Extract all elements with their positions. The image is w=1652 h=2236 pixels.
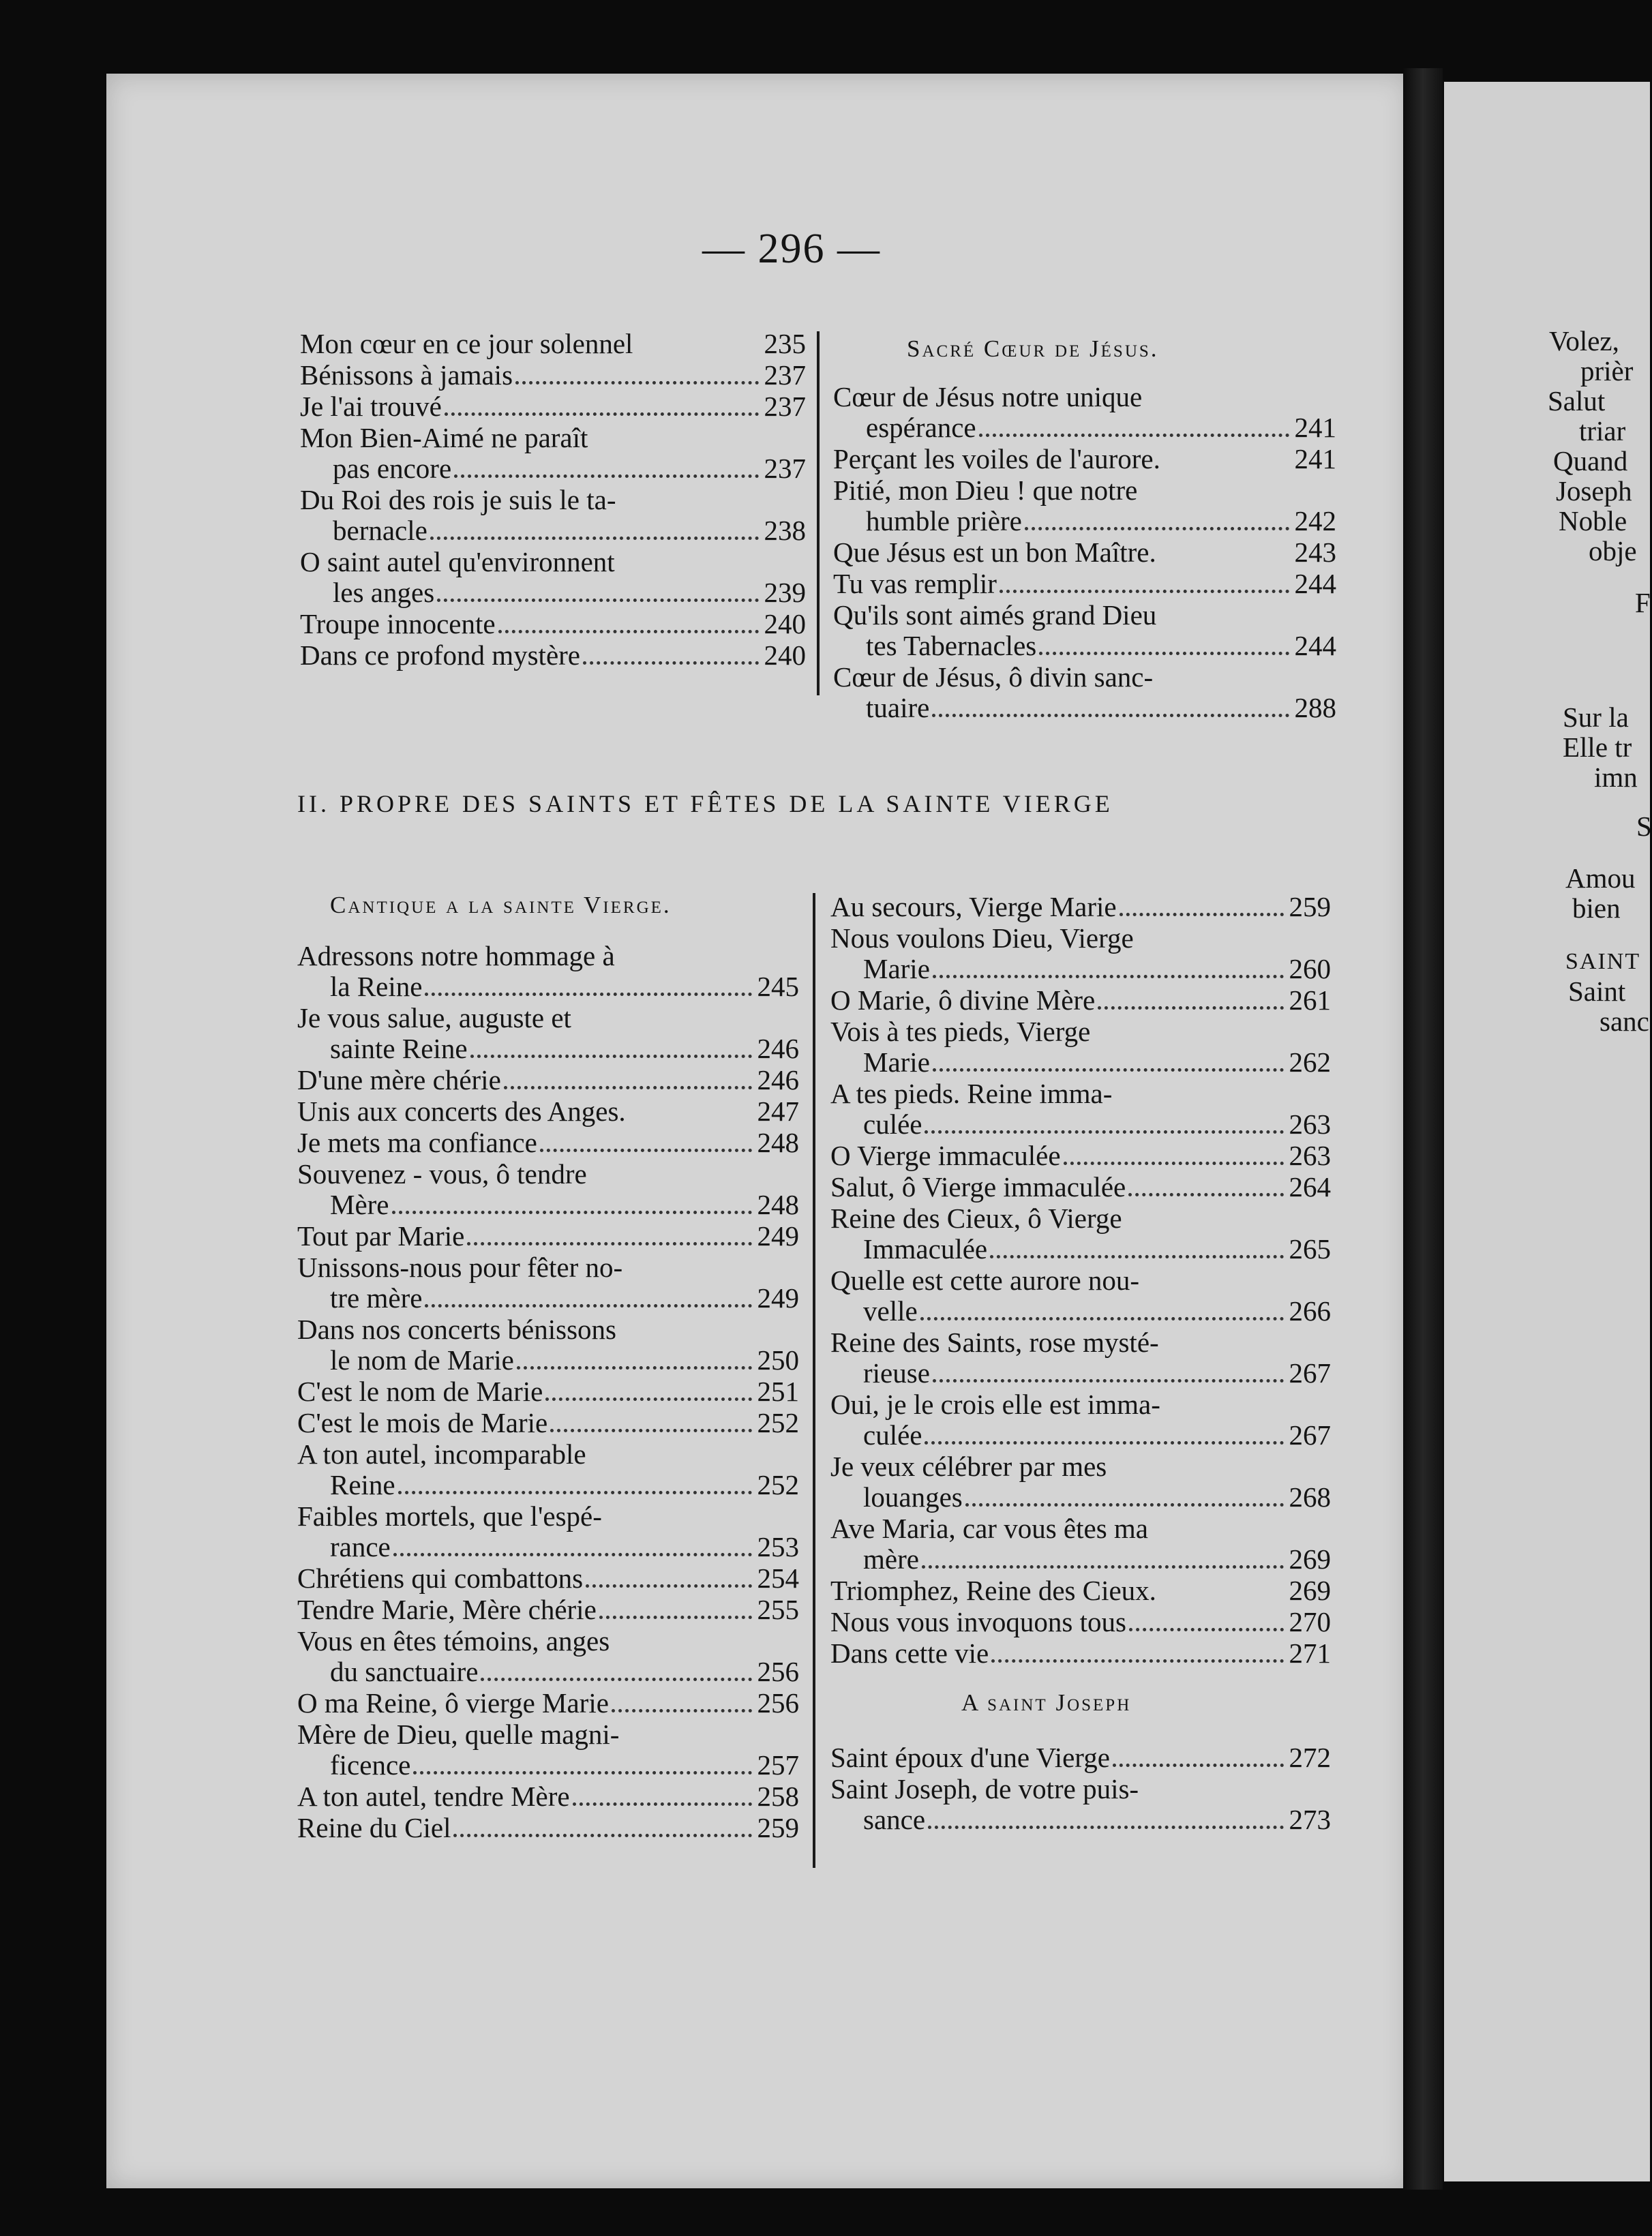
index-column-a (300, 329, 806, 671)
index-entry (300, 391, 806, 423)
facing-page-fragment: Sur la (1563, 701, 1629, 733)
page-ref: 245 (757, 971, 799, 1002)
index-entry (833, 537, 1336, 569)
index-entry (830, 1804, 1331, 1836)
entry-title: Faibles mortels, que l'espé- (297, 1500, 602, 1532)
leader-dots (586, 1584, 751, 1588)
index-entry (830, 954, 1331, 985)
index-entry (297, 1408, 799, 1439)
entry-title: Tout par Marie (297, 1220, 465, 1252)
index-column-b (833, 382, 1336, 724)
facing-page-fragment: Noble (1559, 505, 1627, 537)
entry-title: Du Roi des rois je suis le ta- (300, 484, 616, 515)
page-ref: 262 (1289, 1046, 1331, 1078)
index-entry (300, 453, 806, 485)
entry-title: espérance (866, 412, 976, 443)
index-entry (297, 1501, 799, 1532)
page-ref: 265 (1289, 1233, 1331, 1265)
leader-dots (1129, 1628, 1284, 1631)
page-ref: 288 (1294, 692, 1336, 723)
entry-title: Salut, ô Vierge immaculée (830, 1171, 1126, 1203)
entry-title: Saint Joseph, de votre puis- (830, 1773, 1139, 1804)
page-ref: 237 (764, 453, 806, 484)
entry-title: Je mets ma confiance (297, 1127, 537, 1158)
facing-page-fragment: obje (1589, 535, 1637, 566)
index-entry (300, 609, 806, 640)
facing-page-fragment: Joseph (1556, 475, 1632, 507)
leader-dots (932, 714, 1289, 717)
page-ref: 256 (757, 1656, 799, 1687)
leader-dots (437, 599, 758, 602)
page-ref: 264 (1289, 1171, 1331, 1203)
page-ref: 263 (1289, 1140, 1331, 1171)
index-entry (833, 569, 1336, 600)
entry-title: bernacle (333, 515, 427, 546)
leader-dots (413, 1771, 751, 1774)
entry-title: culée (863, 1108, 922, 1140)
leader-dots (392, 1211, 752, 1214)
index-entry (830, 1203, 1331, 1234)
index-entry (830, 1078, 1331, 1109)
leader-dots (1039, 652, 1289, 655)
index-entry (830, 1482, 1331, 1513)
page-ref: 259 (757, 1812, 799, 1843)
entry-title: C'est le mois de Marie (297, 1407, 548, 1438)
index-entry (830, 1327, 1331, 1358)
entry-title: rance (330, 1531, 391, 1562)
page-ref: 252 (757, 1469, 799, 1500)
entry-title: Unissons-nous pour fêter no- (297, 1252, 623, 1283)
page-ref: 246 (757, 1064, 799, 1096)
index-entry (297, 1190, 799, 1221)
index-entry (830, 1358, 1331, 1389)
heading-saint-joseph: A saint Joseph (961, 1689, 1132, 1716)
index-entry (297, 1719, 799, 1750)
index-entry (297, 1470, 799, 1501)
section-title: II. PROPRE DES SAINTS ET FÊTES DE LA SAINTE VIERGE (297, 790, 1113, 817)
leader-dots (1064, 1162, 1284, 1165)
entry-title: du sanctuaire (330, 1656, 479, 1687)
entry-title: A tes pieds. Reine imma- (830, 1078, 1113, 1109)
index-entry (830, 892, 1331, 923)
index-entry (300, 423, 806, 453)
entry-title: Pitié, mon Dieu ! que notre (833, 474, 1138, 506)
index-entry (830, 1234, 1331, 1265)
page-ref: 258 (757, 1781, 799, 1812)
leader-dots (1120, 913, 1284, 916)
entry-title: Nous vous invoquons tous (830, 1606, 1126, 1637)
page-ref: 249 (757, 1220, 799, 1252)
entry-title: tuaire (866, 692, 930, 723)
entry-title: Cœur de Jésus notre unique (833, 381, 1143, 412)
facing-page-fragment: Elle tr (1563, 731, 1632, 763)
page-ref: 259 (1289, 891, 1331, 922)
leader-dots (498, 630, 759, 633)
entry-title: Cœur de Jésus, ô divin sanc- (833, 661, 1154, 693)
entry-title: culée (863, 1419, 922, 1451)
entry-title: Reine des Saints, rose mysté- (830, 1327, 1159, 1358)
entry-title: humble prière (866, 505, 1022, 537)
facing-page-fragment: sanc (1600, 1006, 1649, 1037)
index-entry (830, 1109, 1331, 1140)
index-entry (830, 1016, 1331, 1047)
facing-page-fragment: S (1636, 811, 1652, 842)
index-entry (297, 1688, 799, 1719)
leader-dots (481, 1678, 751, 1681)
index-entry (297, 1283, 799, 1314)
entry-title: A ton autel, incomparable (297, 1438, 586, 1470)
page-ref: 257 (757, 1749, 799, 1781)
index-entry (297, 1221, 799, 1252)
index-column-e (830, 1742, 1331, 1836)
page-ref: 240 (764, 608, 806, 639)
page-ref: 248 (757, 1189, 799, 1220)
index-entry (297, 1065, 799, 1096)
entry-title: Je veux célébrer par mes (830, 1451, 1107, 1482)
column-divider-top (817, 331, 820, 695)
entry-title: Je l'ai trouvé (300, 391, 442, 422)
page-ref: 240 (764, 639, 806, 671)
index-entry (297, 1532, 799, 1563)
entry-title: Dans nos concerts bénissons (297, 1314, 617, 1345)
entry-title: pas encore (333, 453, 452, 484)
entry-title: Mon cœur en ce jour solennel (300, 328, 633, 359)
facing-page-edge (1444, 82, 1650, 2181)
leader-dots (467, 1242, 751, 1245)
entry-title: O Vierge immaculée (830, 1140, 1061, 1171)
entry-title: Immaculée (863, 1233, 988, 1265)
page-ref: 272 (1289, 1742, 1331, 1773)
leader-dots (454, 474, 758, 478)
index-entry (833, 600, 1336, 631)
index-entry (297, 1096, 799, 1128)
page-ref: 244 (1294, 568, 1336, 599)
leader-dots (504, 1086, 752, 1089)
entry-title: O ma Reine, ô vierge Marie (297, 1687, 609, 1719)
leader-dots (1000, 590, 1289, 593)
entry-title: Saint époux d'une Vierge (830, 1742, 1110, 1773)
index-entry (833, 662, 1336, 693)
index-entry (833, 444, 1336, 475)
facing-page-fragment: imn (1594, 761, 1638, 793)
entry-title: Adressons notre hommage à (297, 940, 615, 971)
entry-title: Que Jésus est un bon Maître. (833, 537, 1156, 568)
page-ref: 243 (1294, 537, 1336, 568)
page-ref: 244 (1294, 630, 1336, 661)
page-ref: 246 (757, 1033, 799, 1064)
leader-dots (1098, 1006, 1283, 1010)
index-entry (300, 640, 806, 671)
leader-dots (991, 1659, 1283, 1663)
leader-dots (470, 1055, 752, 1058)
index-entry (830, 1172, 1331, 1203)
leader-dots (550, 1429, 751, 1432)
entry-title: les anges (333, 577, 435, 608)
index-entry (297, 1345, 799, 1376)
leader-dots (1113, 1764, 1284, 1767)
page-ref: 255 (757, 1594, 799, 1625)
page-ref: 260 (1289, 953, 1331, 984)
index-entry (297, 1376, 799, 1408)
facing-page-fragment: Volez, (1549, 325, 1619, 357)
column-divider-bottom (813, 893, 815, 1868)
leader-dots (1128, 1193, 1283, 1196)
index-entry (830, 1140, 1331, 1172)
index-entry (300, 360, 806, 391)
index-column-d (830, 892, 1331, 1670)
entry-title: Perçant les voiles de l'aurore. (833, 443, 1160, 474)
page-ref: 251 (757, 1376, 799, 1407)
facing-page-fragment: Saint (1568, 976, 1626, 1007)
entry-title: velle (863, 1295, 918, 1327)
index-entry (297, 1003, 799, 1033)
index-entry (297, 1314, 799, 1345)
page-ref: 266 (1289, 1295, 1331, 1327)
page-ref: 270 (1289, 1606, 1331, 1637)
index-entry (297, 1563, 799, 1595)
leader-dots (979, 434, 1289, 437)
leader-dots (393, 1553, 752, 1556)
leader-dots (430, 537, 759, 540)
page-ref: 263 (1289, 1108, 1331, 1140)
leader-dots (965, 1503, 1284, 1507)
entry-title: D'une mère chérie (297, 1064, 501, 1096)
entry-title: Reine (330, 1469, 395, 1500)
entry-title: Reine du Ciel (297, 1812, 451, 1843)
leader-dots (583, 661, 758, 665)
entry-title: la Reine (330, 971, 423, 1002)
page-ref: 242 (1294, 505, 1336, 537)
page-ref: 249 (757, 1282, 799, 1314)
page-ref: 254 (757, 1562, 799, 1594)
entry-title: tes Tabernacles (866, 630, 1037, 661)
entry-title: O Marie, ô divine Mère (830, 984, 1096, 1016)
entry-title: Reine des Cieux, ô Vierge (830, 1203, 1122, 1234)
page-ref: 256 (757, 1687, 799, 1719)
page-ref: 269 (1289, 1575, 1331, 1606)
index-entry (833, 693, 1336, 724)
index-entry (297, 1657, 799, 1688)
leader-dots (545, 1398, 751, 1401)
facing-page-fragment: F (1635, 587, 1651, 618)
index-entry (300, 515, 806, 547)
entry-title: Dans ce profond mystère (300, 639, 581, 671)
entry-title: Marie (863, 1046, 930, 1078)
entry-title: Marie (863, 953, 930, 984)
page-ref: 261 (1289, 984, 1331, 1016)
page-ref: 253 (757, 1531, 799, 1562)
index-entry (297, 1252, 799, 1283)
facing-page-fragment: Quand (1553, 445, 1628, 477)
index-entry (297, 1813, 799, 1844)
leader-dots (920, 1317, 1284, 1320)
entry-title: C'est le nom de Marie (297, 1376, 543, 1407)
facing-page-fragment: bien (1572, 892, 1621, 924)
entry-title: Oui, je le crois elle est imma- (830, 1389, 1160, 1420)
entry-title: Quelle est cette aurore nou- (830, 1265, 1140, 1296)
entry-title: Souvenez - vous, ô tendre (297, 1158, 587, 1190)
page-ref: 247 (757, 1096, 799, 1127)
leader-dots (540, 1149, 752, 1152)
index-entry (297, 1439, 799, 1470)
facing-page-fragment: Amou (1565, 862, 1636, 894)
entry-title: Unis aux concerts des Anges. (297, 1096, 626, 1127)
leader-dots (933, 1379, 1284, 1383)
heading-sacre-coeur: Sacré Cœur de Jésus. (907, 335, 1159, 362)
index-entry (830, 1451, 1331, 1482)
entry-title: tre mère (330, 1282, 423, 1314)
leader-dots (922, 1565, 1284, 1569)
entry-title: Chrétiens qui combattons (297, 1562, 584, 1594)
leader-dots (398, 1491, 752, 1494)
entry-title: louanges (863, 1481, 963, 1513)
leader-dots (515, 381, 758, 384)
page-ref: 248 (757, 1127, 799, 1158)
index-entry (833, 412, 1336, 444)
page-ref: 271 (1289, 1637, 1331, 1669)
index-entry (830, 923, 1331, 954)
index-entry (300, 485, 806, 515)
entry-title: sance (863, 1804, 926, 1835)
index-entry (833, 382, 1336, 412)
index-entry (297, 1159, 799, 1190)
entry-title: Ave Maria, car vous êtes ma (830, 1513, 1148, 1544)
facing-page-fragment: prièr (1580, 355, 1634, 387)
page-ref: 250 (757, 1344, 799, 1376)
index-entry (300, 577, 806, 609)
leader-dots (573, 1802, 752, 1806)
index-entry (830, 1420, 1331, 1451)
index-entry (830, 1513, 1331, 1544)
index-entry (297, 971, 799, 1003)
index-entry (830, 1575, 1331, 1607)
page-ref: 237 (764, 359, 806, 391)
page-ref: 252 (757, 1407, 799, 1438)
entry-title: Vous en êtes témoins, anges (297, 1625, 610, 1657)
page-ref: 273 (1289, 1804, 1331, 1835)
index-entry (297, 1626, 799, 1657)
index-entry (297, 941, 799, 971)
page-ref: 269 (1289, 1543, 1331, 1575)
leader-dots (453, 1834, 751, 1837)
facing-page-fragment: Salut (1548, 385, 1606, 417)
index-entry (830, 1607, 1331, 1638)
leader-dots (933, 975, 1284, 978)
index-entry (830, 985, 1331, 1016)
leader-dots (425, 993, 751, 996)
entry-title: ficence (330, 1749, 411, 1781)
entry-title: rieuse (863, 1357, 930, 1389)
page-ref: 237 (764, 391, 806, 422)
entry-title: Mère de Dieu, quelle magni- (297, 1719, 620, 1750)
entry-title: Dans cette vie (830, 1637, 989, 1669)
leader-dots (1025, 527, 1289, 530)
entry-title: Vois à tes pieds, Vierge (830, 1016, 1091, 1047)
entry-title: Tu vas remplir (833, 568, 997, 599)
entry-title: A ton autel, tendre Mère (297, 1781, 570, 1812)
page-number: — 296 — (702, 226, 881, 272)
entry-title: Nous voulons Dieu, Vierge (830, 922, 1134, 954)
leader-dots (599, 1616, 752, 1619)
entry-title: sainte Reine (330, 1033, 468, 1064)
heading-cantique-vierge: Cantique a la sainte Vierge. (330, 892, 672, 918)
entry-title: Mère (330, 1189, 389, 1220)
book-gutter (1403, 68, 1443, 2190)
page-ref: 239 (764, 577, 806, 608)
index-entry (830, 1047, 1331, 1078)
page-ref: 241 (1294, 412, 1336, 443)
leader-dots (445, 412, 759, 416)
entry-title: Mon Bien-Aimé ne paraît (300, 422, 588, 453)
index-entry (833, 631, 1336, 662)
index-entry (297, 1750, 799, 1781)
entry-title: Tendre Marie, Mère chérie (297, 1594, 597, 1625)
index-column-c (297, 941, 799, 1844)
facing-page-fragment: triar (1579, 415, 1626, 447)
index-entry (297, 1128, 799, 1159)
index-entry (833, 506, 1336, 537)
leader-dots (925, 1130, 1283, 1134)
leader-dots (425, 1304, 751, 1308)
index-entry (300, 329, 806, 360)
index-entry (830, 1389, 1331, 1420)
index-entry (833, 475, 1336, 506)
index-entry (297, 1595, 799, 1626)
entry-title: Triomphez, Reine des Cieux. (830, 1575, 1156, 1606)
index-entry (300, 547, 806, 577)
index-entry (297, 1781, 799, 1813)
index-entry (830, 1296, 1331, 1327)
facing-page-fragment: SAINT (1565, 949, 1641, 974)
index-entry (830, 1774, 1331, 1804)
leader-dots (517, 1366, 752, 1370)
leader-dots (928, 1826, 1283, 1829)
leader-dots (990, 1255, 1283, 1258)
page-ref: 267 (1289, 1419, 1331, 1451)
entry-title: mère (863, 1543, 919, 1575)
entry-title: Je vous salue, auguste et (297, 1002, 571, 1033)
entry-title: Qu'ils sont aimés grand Dieu (833, 599, 1157, 631)
entry-title: O saint autel qu'environnent (300, 546, 615, 577)
page-ref: 267 (1289, 1357, 1331, 1389)
index-entry (297, 1033, 799, 1065)
page-ref: 238 (764, 515, 806, 546)
page-ref: 241 (1294, 443, 1336, 474)
page-ref: 268 (1289, 1481, 1331, 1513)
index-entry (830, 1638, 1331, 1670)
leader-dots (933, 1068, 1284, 1072)
leader-dots (612, 1709, 752, 1712)
leader-dots (925, 1441, 1283, 1445)
entry-title: Au secours, Vierge Marie (830, 891, 1117, 922)
index-entry (830, 1544, 1331, 1575)
entry-title: Bénissons à jamais (300, 359, 513, 391)
index-entry (830, 1742, 1331, 1774)
page-ref: 235 (764, 328, 806, 359)
index-entry (830, 1265, 1331, 1296)
entry-title: le nom de Marie (330, 1344, 514, 1376)
entry-title: Troupe innocente (300, 608, 496, 639)
